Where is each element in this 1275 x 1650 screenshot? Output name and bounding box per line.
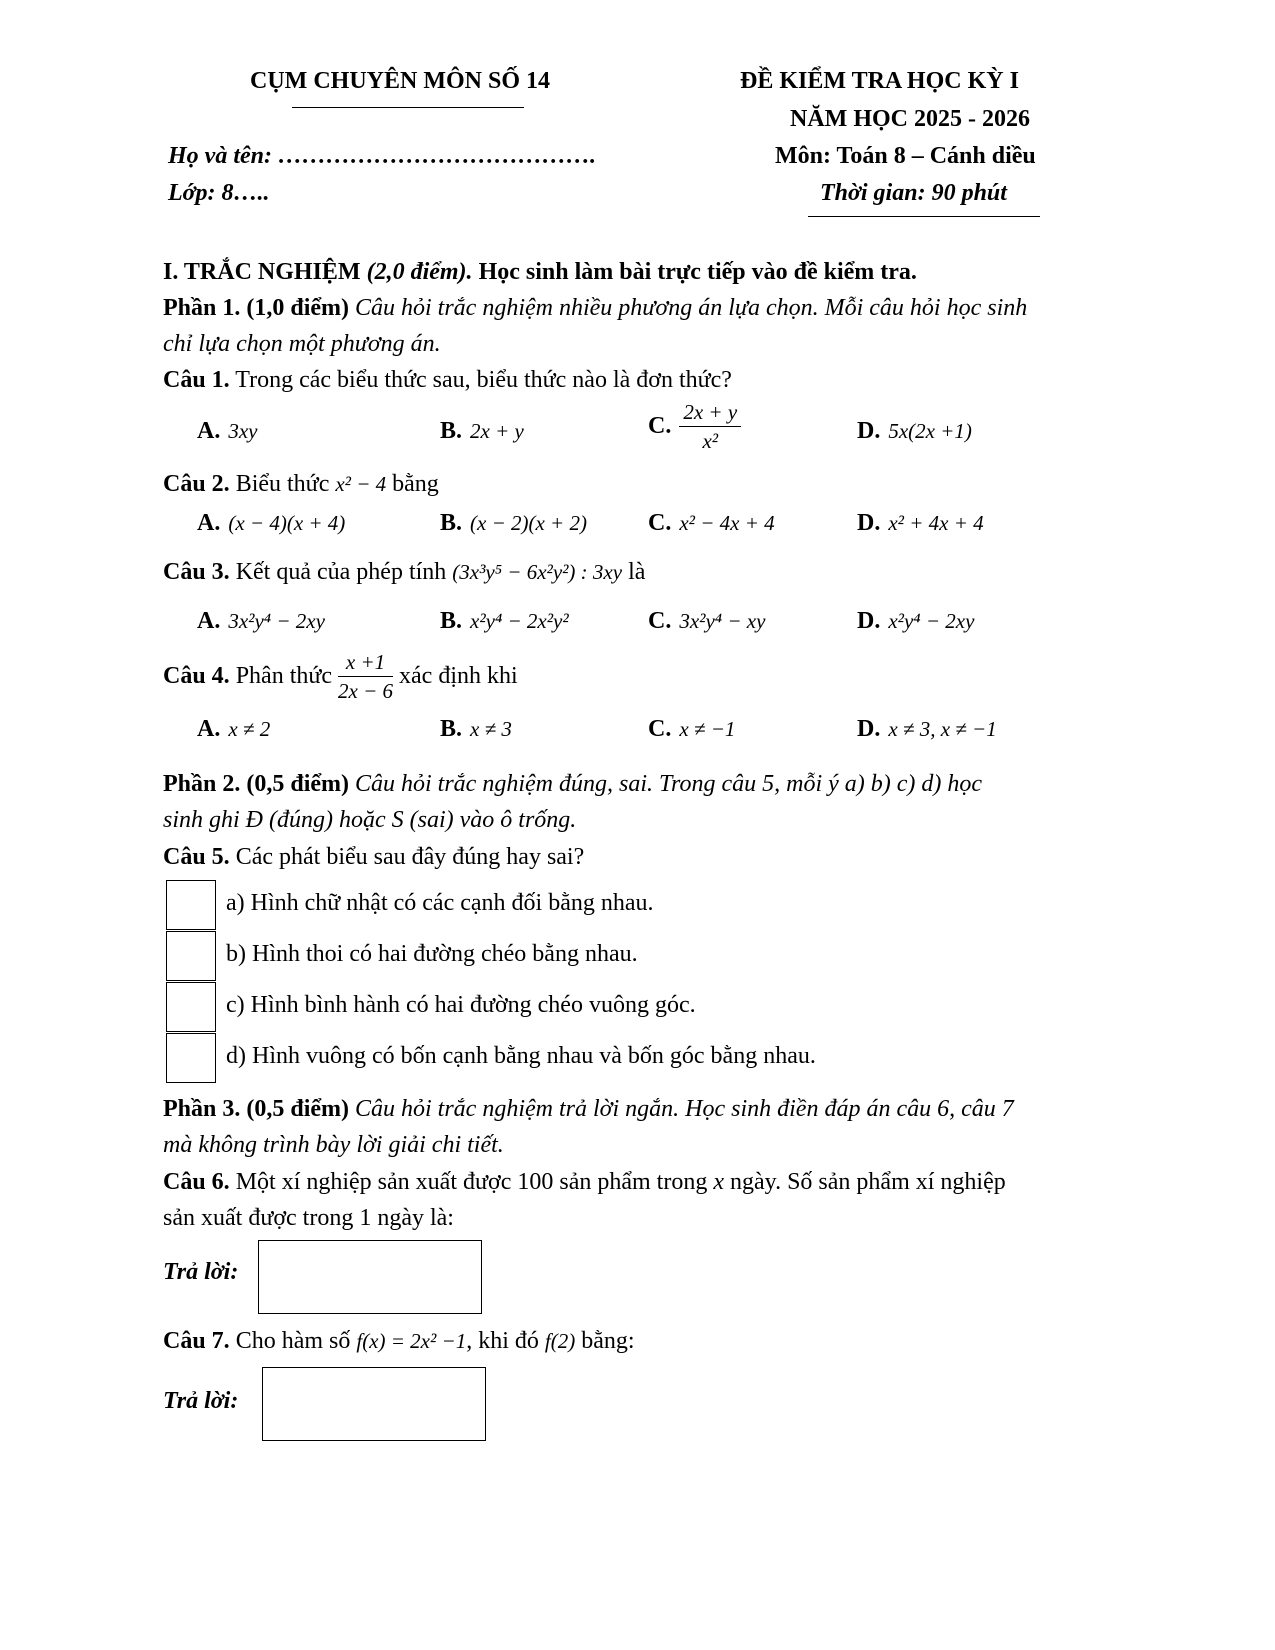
- school-year: NĂM HỌC 2025 - 2026: [790, 106, 1030, 132]
- q2-option-c[interactable]: C. x² − 4x + 4: [648, 510, 775, 536]
- section-instruction: Học sinh làm bài trực tiếp vào đề kiểm tra.: [472, 259, 917, 285]
- q1-option-b[interactable]: B. 2x + y: [440, 418, 524, 444]
- part2-heading: Phần 2. (0,5 điểm) Câu hỏi trắc nghiệm đúng, sai. Trong câu 5, mỗi ý a) b) c) d) học: [163, 771, 983, 797]
- section-title: [163, 254, 917, 290]
- part3-desc-line2: mà không trình bày lời giải chi tiết.: [163, 1132, 504, 1158]
- expression: x² − 4: [335, 472, 387, 496]
- subject: Môn: Toán 8 – Cánh diều: [775, 143, 1036, 169]
- statement-c: c) Hình bình hành có hai đường chéo vuông góc.: [226, 992, 696, 1018]
- part1-label: Phần 1. (1,0 điểm): [163, 295, 349, 321]
- answer-box-c[interactable]: [166, 982, 216, 1032]
- question-6: Câu 6. Một xí nghiệp sản xuất được 100 sản phẩm trong x ngày. Số sản phẩm xí nghiệp: [163, 1169, 1006, 1195]
- cluster-title: CỤM CHUYÊN MÔN SỐ 14: [250, 68, 550, 94]
- q2-option-a[interactable]: A. (x − 4)(x + 4): [197, 510, 346, 536]
- q3-option-a[interactable]: A. 3x²y⁴ − 2xy: [197, 608, 325, 634]
- student-name-field[interactable]: Họ và tên: ………………………………….: [168, 143, 596, 169]
- question-1: [163, 362, 732, 398]
- fraction: $\frac{2x + y}{\text{x²}}$: [679, 400, 741, 453]
- part1-desc-line2: chỉ lựa chọn một phương án.: [163, 331, 441, 357]
- q3-option-c[interactable]: C. 3x²y⁴ − xy: [648, 608, 766, 634]
- header-underline: [292, 107, 524, 108]
- question-2: Câu 2. Biểu thức x² − 4 bằng: [163, 471, 439, 497]
- section-title-bold: I. TRẮC NGHIỆM: [163, 259, 367, 285]
- answer-box-a[interactable]: [166, 880, 216, 930]
- question-3: Câu 3. Kết quả của phép tính (3x³y⁵ − 6x²y²) : 3xy là: [163, 559, 646, 585]
- part1-heading: [163, 290, 1027, 326]
- question-4: Câu 4. Phân thức $\frac{x +1}{2x - 6}$ xác định khi: [163, 650, 518, 703]
- statement-d: d) Hình vuông có bốn cạnh bằng nhau và bốn góc bằng nhau.: [226, 1043, 816, 1069]
- part3-heading: Phần 3. (0,5 điểm) Câu hỏi trắc nghiệm trả lời ngắn. Học sinh điền đáp án câu 6, câu 7: [163, 1096, 1014, 1122]
- statement-b: b) Hình thoi có hai đường chéo bằng nhau.: [226, 941, 638, 967]
- answer-box-b[interactable]: [166, 931, 216, 981]
- question-text: Trong các biểu thức sau, biểu thức nào là đơn thức?: [229, 367, 732, 393]
- section-points: (2,0 điểm).: [366, 259, 473, 285]
- q1-option-c[interactable]: C. $\frac{2x + y}{\text{x²}}$: [648, 400, 741, 453]
- answer-box-d[interactable]: [166, 1033, 216, 1083]
- answer-box-q7[interactable]: [262, 1367, 486, 1441]
- q4-option-b[interactable]: B. x ≠ 3: [440, 716, 512, 742]
- fraction: $\frac{x +1}{2x - 6}$: [338, 650, 394, 703]
- q4-option-c[interactable]: C. x ≠ −1: [648, 716, 736, 742]
- q3-option-b[interactable]: B. x²y⁴ − 2x²y²: [440, 608, 569, 634]
- answer-box-q6[interactable]: [258, 1240, 482, 1314]
- q2-option-d[interactable]: D. x² + 4x + 4: [857, 510, 984, 536]
- part1-desc: Câu hỏi trắc nghiệm nhiều phương án lựa chọn. Mỗi câu hỏi học sinh: [349, 295, 1028, 321]
- q4-option-d[interactable]: D. x ≠ 3, x ≠ −1: [857, 716, 997, 742]
- q1-option-a[interactable]: A. 3xy: [197, 418, 258, 444]
- question-6-line2: sản xuất được trong 1 ngày là:: [163, 1205, 454, 1231]
- q1-option-d[interactable]: D. 5x(2x +1): [857, 418, 972, 444]
- q3-option-d[interactable]: D. x²y⁴ − 2xy: [857, 608, 975, 634]
- expression: (3x³y⁵ − 6x²y²) : 3xy: [452, 560, 623, 584]
- question-5: Câu 5. Các phát biểu sau đây đúng hay sai?: [163, 844, 585, 870]
- class-field[interactable]: Lớp: 8…..: [168, 180, 270, 206]
- question-7: Câu 7. Cho hàm số f(x) = 2x² −1, khi đó f(2) bằng:: [163, 1328, 635, 1354]
- time-underline: [808, 216, 1040, 217]
- part2-desc-line2: sinh ghi Đ (đúng) hoặc S (sai) vào ô trống.: [163, 807, 577, 833]
- q4-option-a[interactable]: A. x ≠ 2: [197, 716, 271, 742]
- time-limit: Thời gian: 90 phút: [820, 180, 1007, 206]
- q2-option-b[interactable]: B. (x − 2)(x + 2): [440, 510, 587, 536]
- answer-label: Trả lời:: [163, 1388, 239, 1414]
- answer-label: Trả lời:: [163, 1259, 239, 1285]
- exam-title: ĐỀ KIỂM TRA HỌC KỲ I: [740, 68, 1019, 94]
- question-label: Câu 1.: [163, 367, 230, 393]
- statement-a: a) Hình chữ nhật có các cạnh đối bằng nhau.: [226, 890, 654, 916]
